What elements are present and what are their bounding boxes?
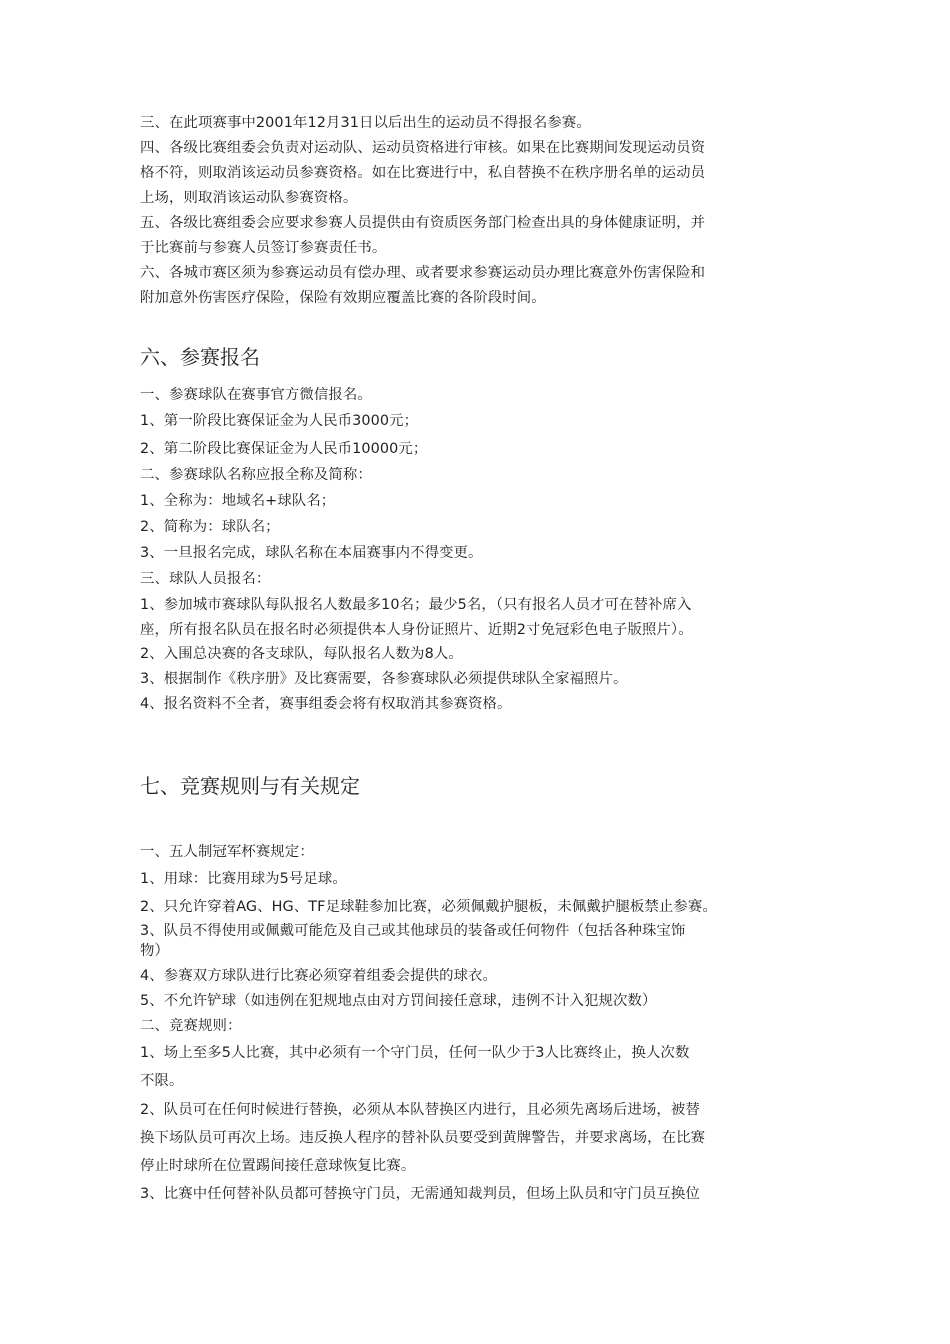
paragraph-line: 二、竞赛规则： [140,1018,242,1034]
paragraph-line: 四、各级比赛组委会负责对运动队、运动员资格进行审核。如果在比赛期间发现运动员资 [140,140,706,156]
paragraph-line: 换下场队员可再次上场。违反换人程序的替补队员要受到黄牌警告，并要求离场，在比赛 [140,1130,706,1146]
paragraph-line: 1、全称为：地域名+球队名； [140,493,336,509]
paragraph-line: 格不符，则取消该运动员参赛资格。如在比赛进行中，私自替换不在秩序册名单的运动员 [140,165,706,181]
paragraph-line: 三、在此项赛事中2001年12月31日以后出生的运动员不得报名参赛。 [140,115,591,131]
paragraph-line: 2、第二阶段比赛保证金为人民币10000元； [140,441,428,457]
paragraph-line: 4、参赛双方球队进行比赛必须穿着组委会提供的球衣。 [140,968,498,984]
paragraph-line: 3、队员不得使用或佩戴可能危及自己或其他球员的装备或任何物件（包括各种珠宝饰 [140,923,686,939]
paragraph-line: 于比赛前与参赛人员签订参赛责任书。 [140,240,387,256]
paragraph-line: 六、各城市赛区须为参赛运动员有偿办理、或者要求参赛运动员办理比赛意外伤害保险和 [140,265,706,281]
paragraph-line: 1、参加城市赛球队每队报名人数最多10名；最少5名，（只有报名人员才可在替补席入 [140,597,692,613]
paragraph-line: 上场，则取消该运动队参赛资格。 [140,190,358,206]
paragraph-line: 一、参赛球队在赛事官方微信报名。 [140,387,372,403]
paragraph-line: 附加意外伤害医疗保险，保险有效期应覆盖比赛的各阶段时间。 [140,290,546,306]
paragraph-line: 1、场上至多5人比赛，其中必须有一个守门员，任何一队少于3人比赛终止，换人次数 [140,1045,690,1061]
paragraph-line: 3、一旦报名完成，球队名称在本届赛事内不得变更。 [140,545,483,561]
paragraph-line: 五、各级比赛组委会应要求参赛人员提供由有资质医务部门检查出具的身体健康证明，并 [140,215,706,231]
paragraph-line: 停止时球所在位置踢间接任意球恢复比赛。 [140,1158,416,1174]
paragraph-line: 物） [140,943,169,959]
paragraph-line: 2、入围总决赛的各支球队，每队报名人数为8人。 [140,646,463,662]
paragraph-line: 4、报名资料不全者，赛事组委会将有权取消其参赛资格。 [140,696,512,712]
paragraph-line: 座，所有报名队员在报名时必须提供本人身份证照片、近期2寸免冠彩色电子版照片）。 [140,622,693,638]
paragraph-line: 三、球队人员报名： [140,571,271,587]
section-heading: 六、参赛报名 [140,345,260,369]
paragraph-line: 2、简称为：球队名； [140,519,280,535]
paragraph-line: 1、用球：比赛用球为5号足球。 [140,871,347,887]
paragraph-line: 1、第一阶段比赛保证金为人民币3000元； [140,413,419,429]
paragraph-line: 一、五人制冠军杯赛规定： [140,844,314,860]
paragraph-line: 2、队员可在任何时候进行替换，必须从本队替换区内进行，且必须先离场后进场，被替 [140,1102,700,1118]
paragraph-line: 3、根据制作《秩序册》及比赛需要，各参赛球队必须提供球队全家福照片。 [140,671,628,687]
paragraph-line: 二、参赛球队名称应报全称及简称： [140,467,372,483]
paragraph-line: 不限。 [140,1073,184,1089]
paragraph-line: 2、只允许穿着AG、HG、TF足球鞋参加比赛，必须佩戴护腿板，未佩戴护腿板禁止参赛。 [140,899,717,915]
paragraph-line: 3、比赛中任何替补队员都可替换守门员，无需通知裁判员，但场上队员和守门员互换位 [140,1186,700,1202]
section-heading: 七、竞赛规则与有关规定 [140,774,360,798]
paragraph-line: 5、不允许铲球（如违例在犯规地点由对方罚间接任意球，违例不计入犯规次数） [140,993,657,1009]
